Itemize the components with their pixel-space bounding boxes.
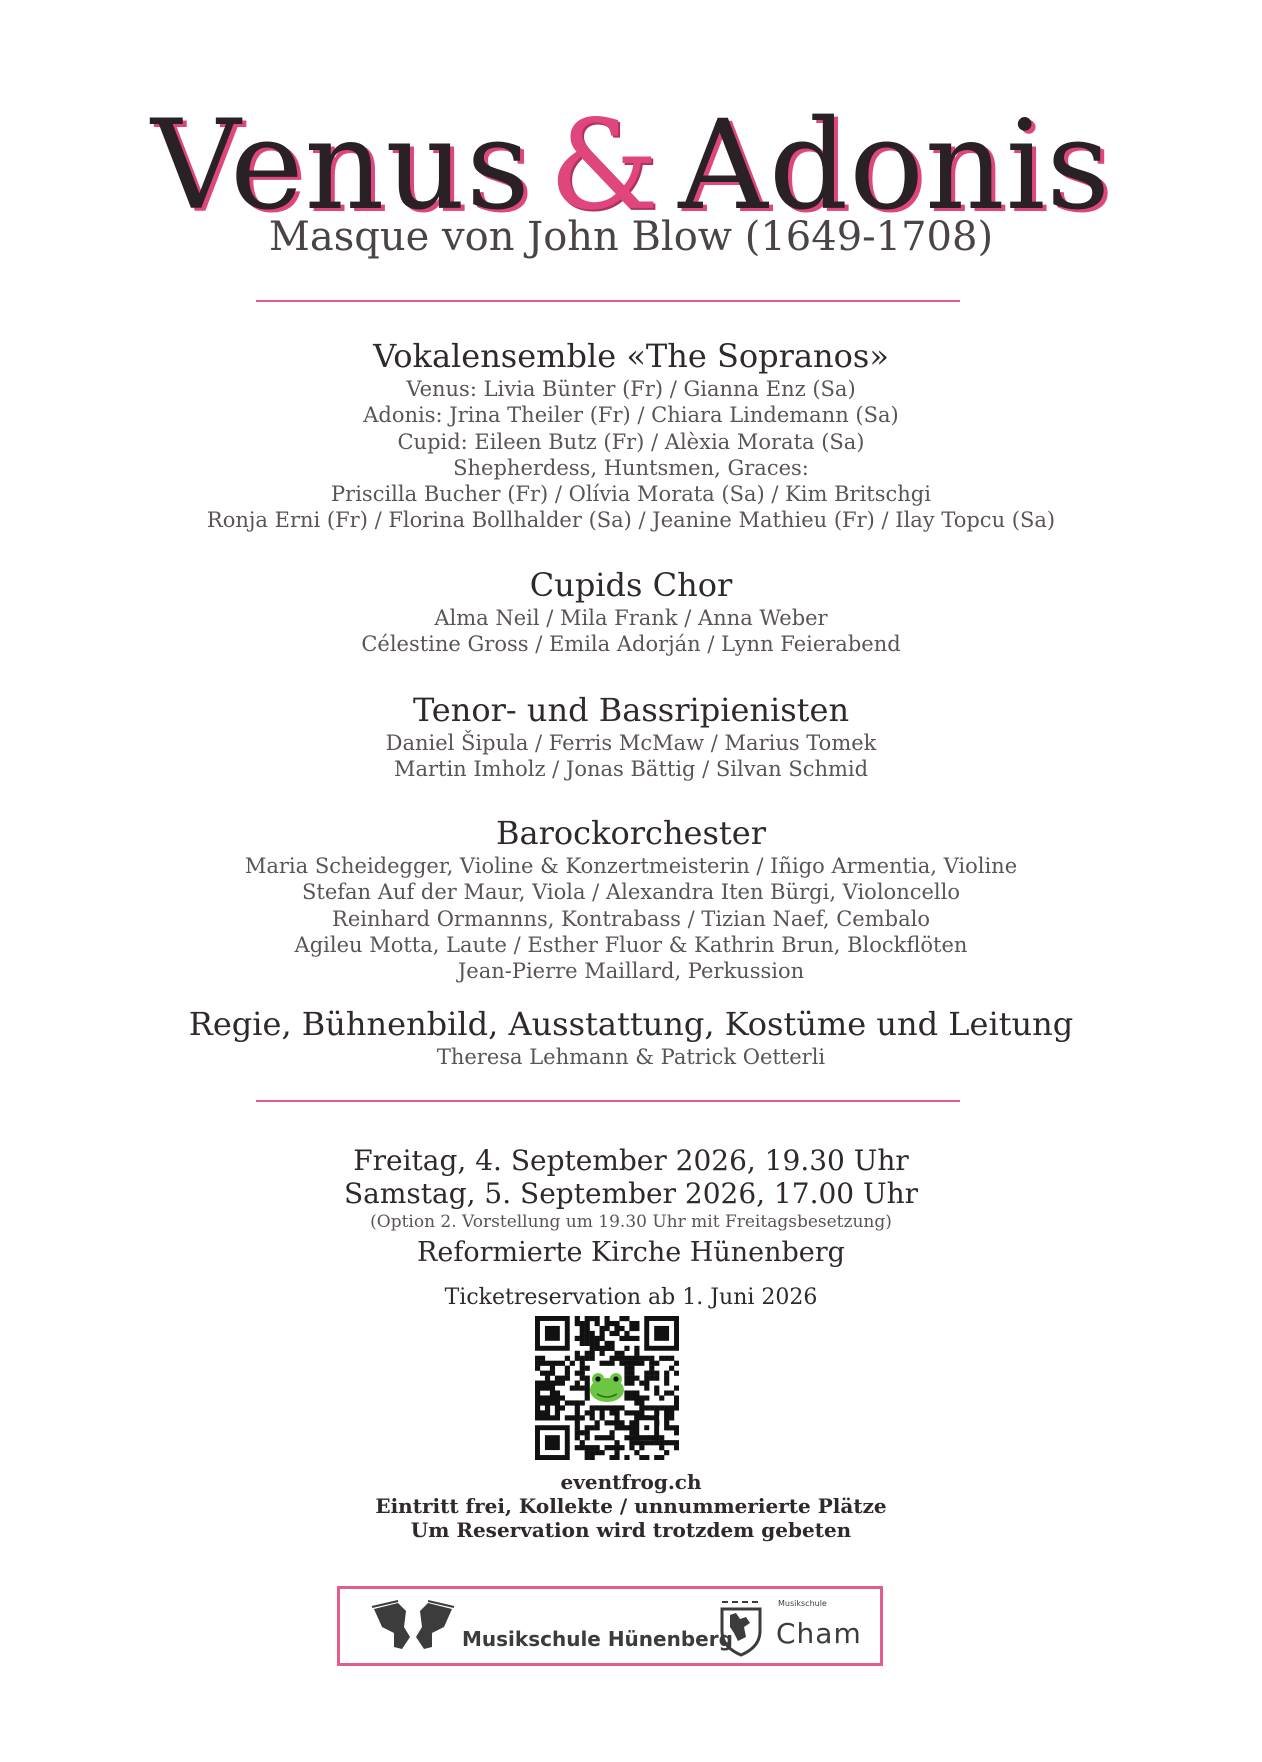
cast-line: Daniel Šipula / Ferris McMaw / Marius Tomek [385,731,877,755]
cast-line: Jean-Pierre Maillard, Perkussion [457,959,805,984]
cast-line: Agileu Motta, Laute / Esther Fluor & Kathrin Brun, Blockflöten [294,932,968,957]
divider-top [256,300,960,302]
cast-line: Venus: Livia Bünter (Fr) / Gianna Enz (Sa) [406,377,856,401]
section-leitung [0,1004,1262,1070]
event-date-saturday: Samstag, 5. September 2026, 17.00 Uhr [343,1177,919,1210]
section-ripienisten [0,690,1262,783]
cast-line: Shepherdess, Huntsmen, Graces: [453,455,809,480]
title-ampersand: & [548,94,661,238]
cham-small-label: Musikschule [778,1599,827,1608]
cast-line: Theresa Lehmann & Patrick Oetterli [436,1045,826,1069]
section-title: Vokalensemble «The Sopranos» [373,337,889,375]
section-title: Barockorchester [495,814,766,852]
entry-info: Eintritt frei, Kollekte / unnummerierte Plätze [375,1494,887,1518]
website-link[interactable]: eventfrog.ch [560,1470,702,1494]
cast-line: Maria Scheidegger, Violine & Konzertmeisterin / Iñigo Armentia, Violine [244,854,1018,878]
section-sopranos [0,336,1262,534]
event-date-friday: Freitag, 4. September 2026, 19.30 Uhr [353,1144,909,1177]
event-note: (Option 2. Vorstellung um 19.30 Uhr mit Freitagsbesetzung) [370,1212,892,1232]
cast-line: Célestine Gross / Emila Adorján / Lynn Feierabend [361,632,901,657]
cast-line: Stefan Auf der Maur, Viola / Alexandra Iten Bürgi, Violoncello [302,880,960,905]
qr-code-icon[interactable] [535,1316,679,1460]
cham-label: Cham [776,1617,862,1650]
cast-line: Adonis: Jrina Theiler (Fr) / Chiara Lindemann (Sa) [363,403,899,428]
divider-bottom [256,1100,960,1102]
poster-subtitle: Masque von John Blow (1649-1708) [268,214,994,260]
cast-line: Cupid: Eileen Butz (Fr) / Alèxia Morata (Sa) [397,429,865,454]
title-adonis: Adonis [678,94,1112,238]
ticket-reservation: Ticketreservation ab 1. Juni 2026 [444,1285,818,1310]
sponsor-logos [337,1586,883,1666]
cast-line: Martin Imholz / Jonas Bättig / Silvan Schmid [393,757,869,782]
reservation-info: Um Reservation wird trotzdem gebeten [410,1518,852,1542]
section-cupids-chor [0,565,1262,658]
logo-musikschule-cham [716,1597,866,1659]
section-barockorchester [0,813,1262,984]
section-title: Tenor- und Bassripienisten [412,691,850,729]
cast-line: Priscilla Bucher (Fr) / Olívia Morata (Sa) / Kim Britschgi [331,482,931,507]
section-title: Cupids Chor [529,566,733,604]
horse-heads-logo-icon [368,1597,458,1659]
cast-line: Ronja Erni (Fr) / Florina Bollhalder (Sa) / Jeanine Mathieu (Fr) / Ilay Topcu (Sa) [206,508,1056,533]
cast-line: Reinhard Ormannns, Kontrabass / Tizian Naef, Cembalo [332,906,930,931]
logo-musikschule-huenenberg [368,1597,733,1659]
section-title: Regie, Bühnenbild, Ausstattung, Kostüme und Leitung [188,1005,1074,1043]
event-venue: Reformierte Kirche Hünenberg [417,1237,845,1268]
title-venus: Venus [150,94,531,238]
huenenberg-label: Musikschule Hünenberg [462,1627,733,1651]
cham-crest-icon [716,1597,768,1659]
cast-line: Alma Neil / Mila Frank / Anna Weber [434,606,828,630]
